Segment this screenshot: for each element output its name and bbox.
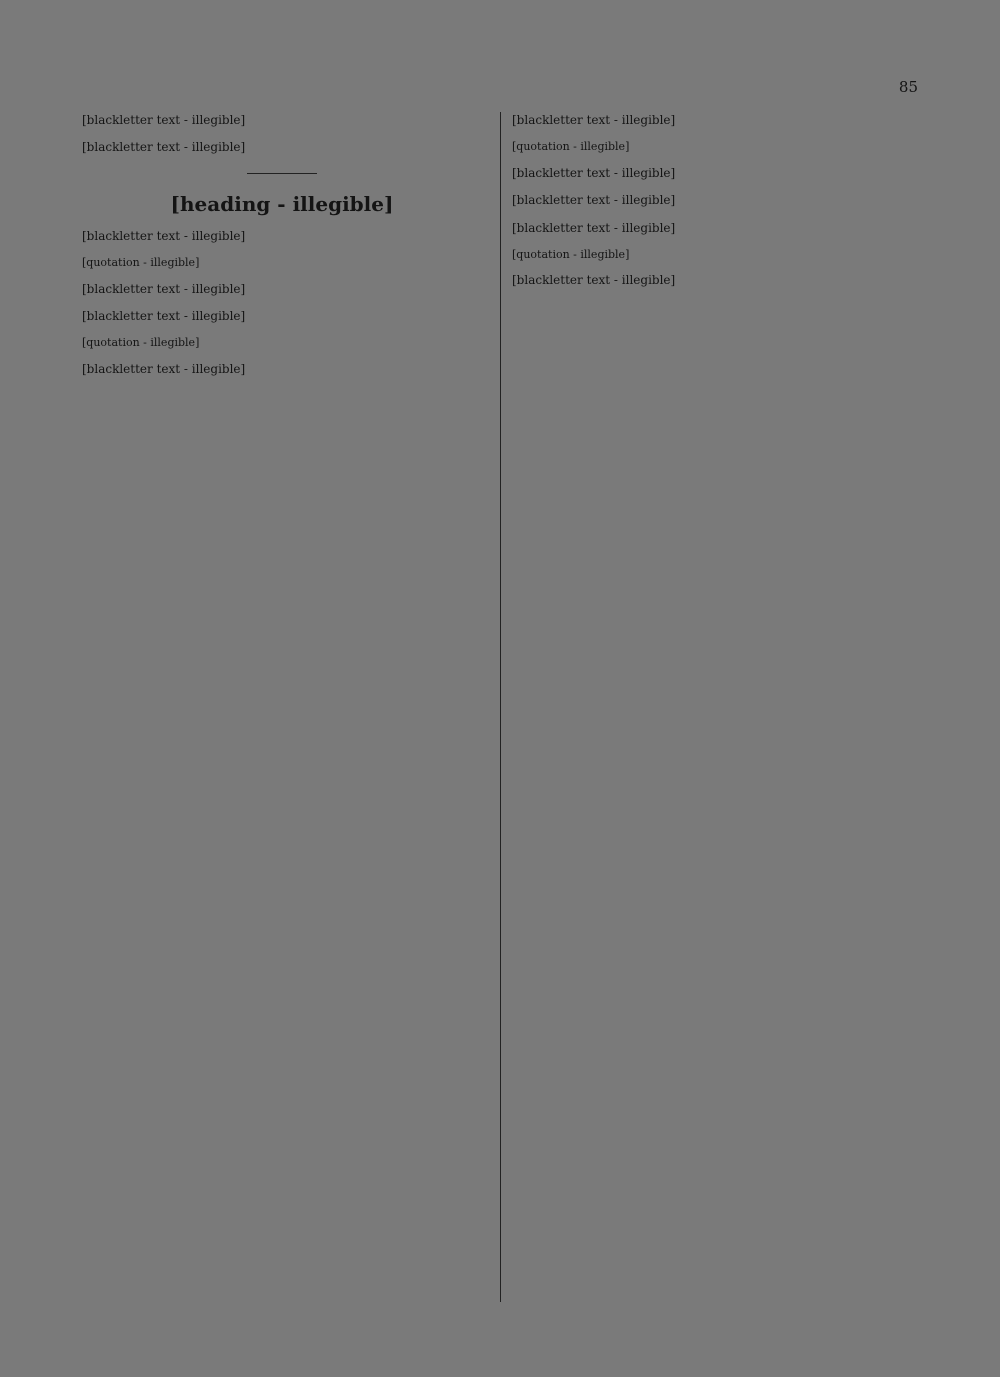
paragraph: [blackletter text - illegible] <box>512 220 676 235</box>
left-column <box>82 112 482 388</box>
paragraph: [blackletter text - illegible] <box>82 281 246 296</box>
section-heading: [heading - illegible] <box>170 191 394 216</box>
paragraph: [blackletter text - illegible] <box>512 273 676 288</box>
paragraph: [blackletter text - illegible] <box>82 113 246 127</box>
paragraph: [blackletter text - illegible] <box>82 361 246 376</box>
quotation: [quotation - illegible] <box>82 336 200 350</box>
paragraph: [blackletter text - illegible] <box>82 308 246 323</box>
page-number: 85 <box>898 78 918 96</box>
paragraph: [blackletter text - illegible] <box>82 228 246 243</box>
column-rule <box>500 112 501 1302</box>
paragraph: [blackletter text - illegible] <box>512 165 676 180</box>
paragraph: [blackletter text - illegible] <box>512 113 676 127</box>
quotation: [quotation - illegible] <box>512 247 630 261</box>
quotation: [quotation - illegible] <box>512 140 630 154</box>
paragraph: [blackletter text - illegible] <box>82 140 246 155</box>
paragraph: [blackletter text - illegible] <box>512 193 676 208</box>
section-divider <box>247 173 317 174</box>
quotation: [quotation - illegible] <box>82 256 200 270</box>
right-column <box>512 112 912 300</box>
